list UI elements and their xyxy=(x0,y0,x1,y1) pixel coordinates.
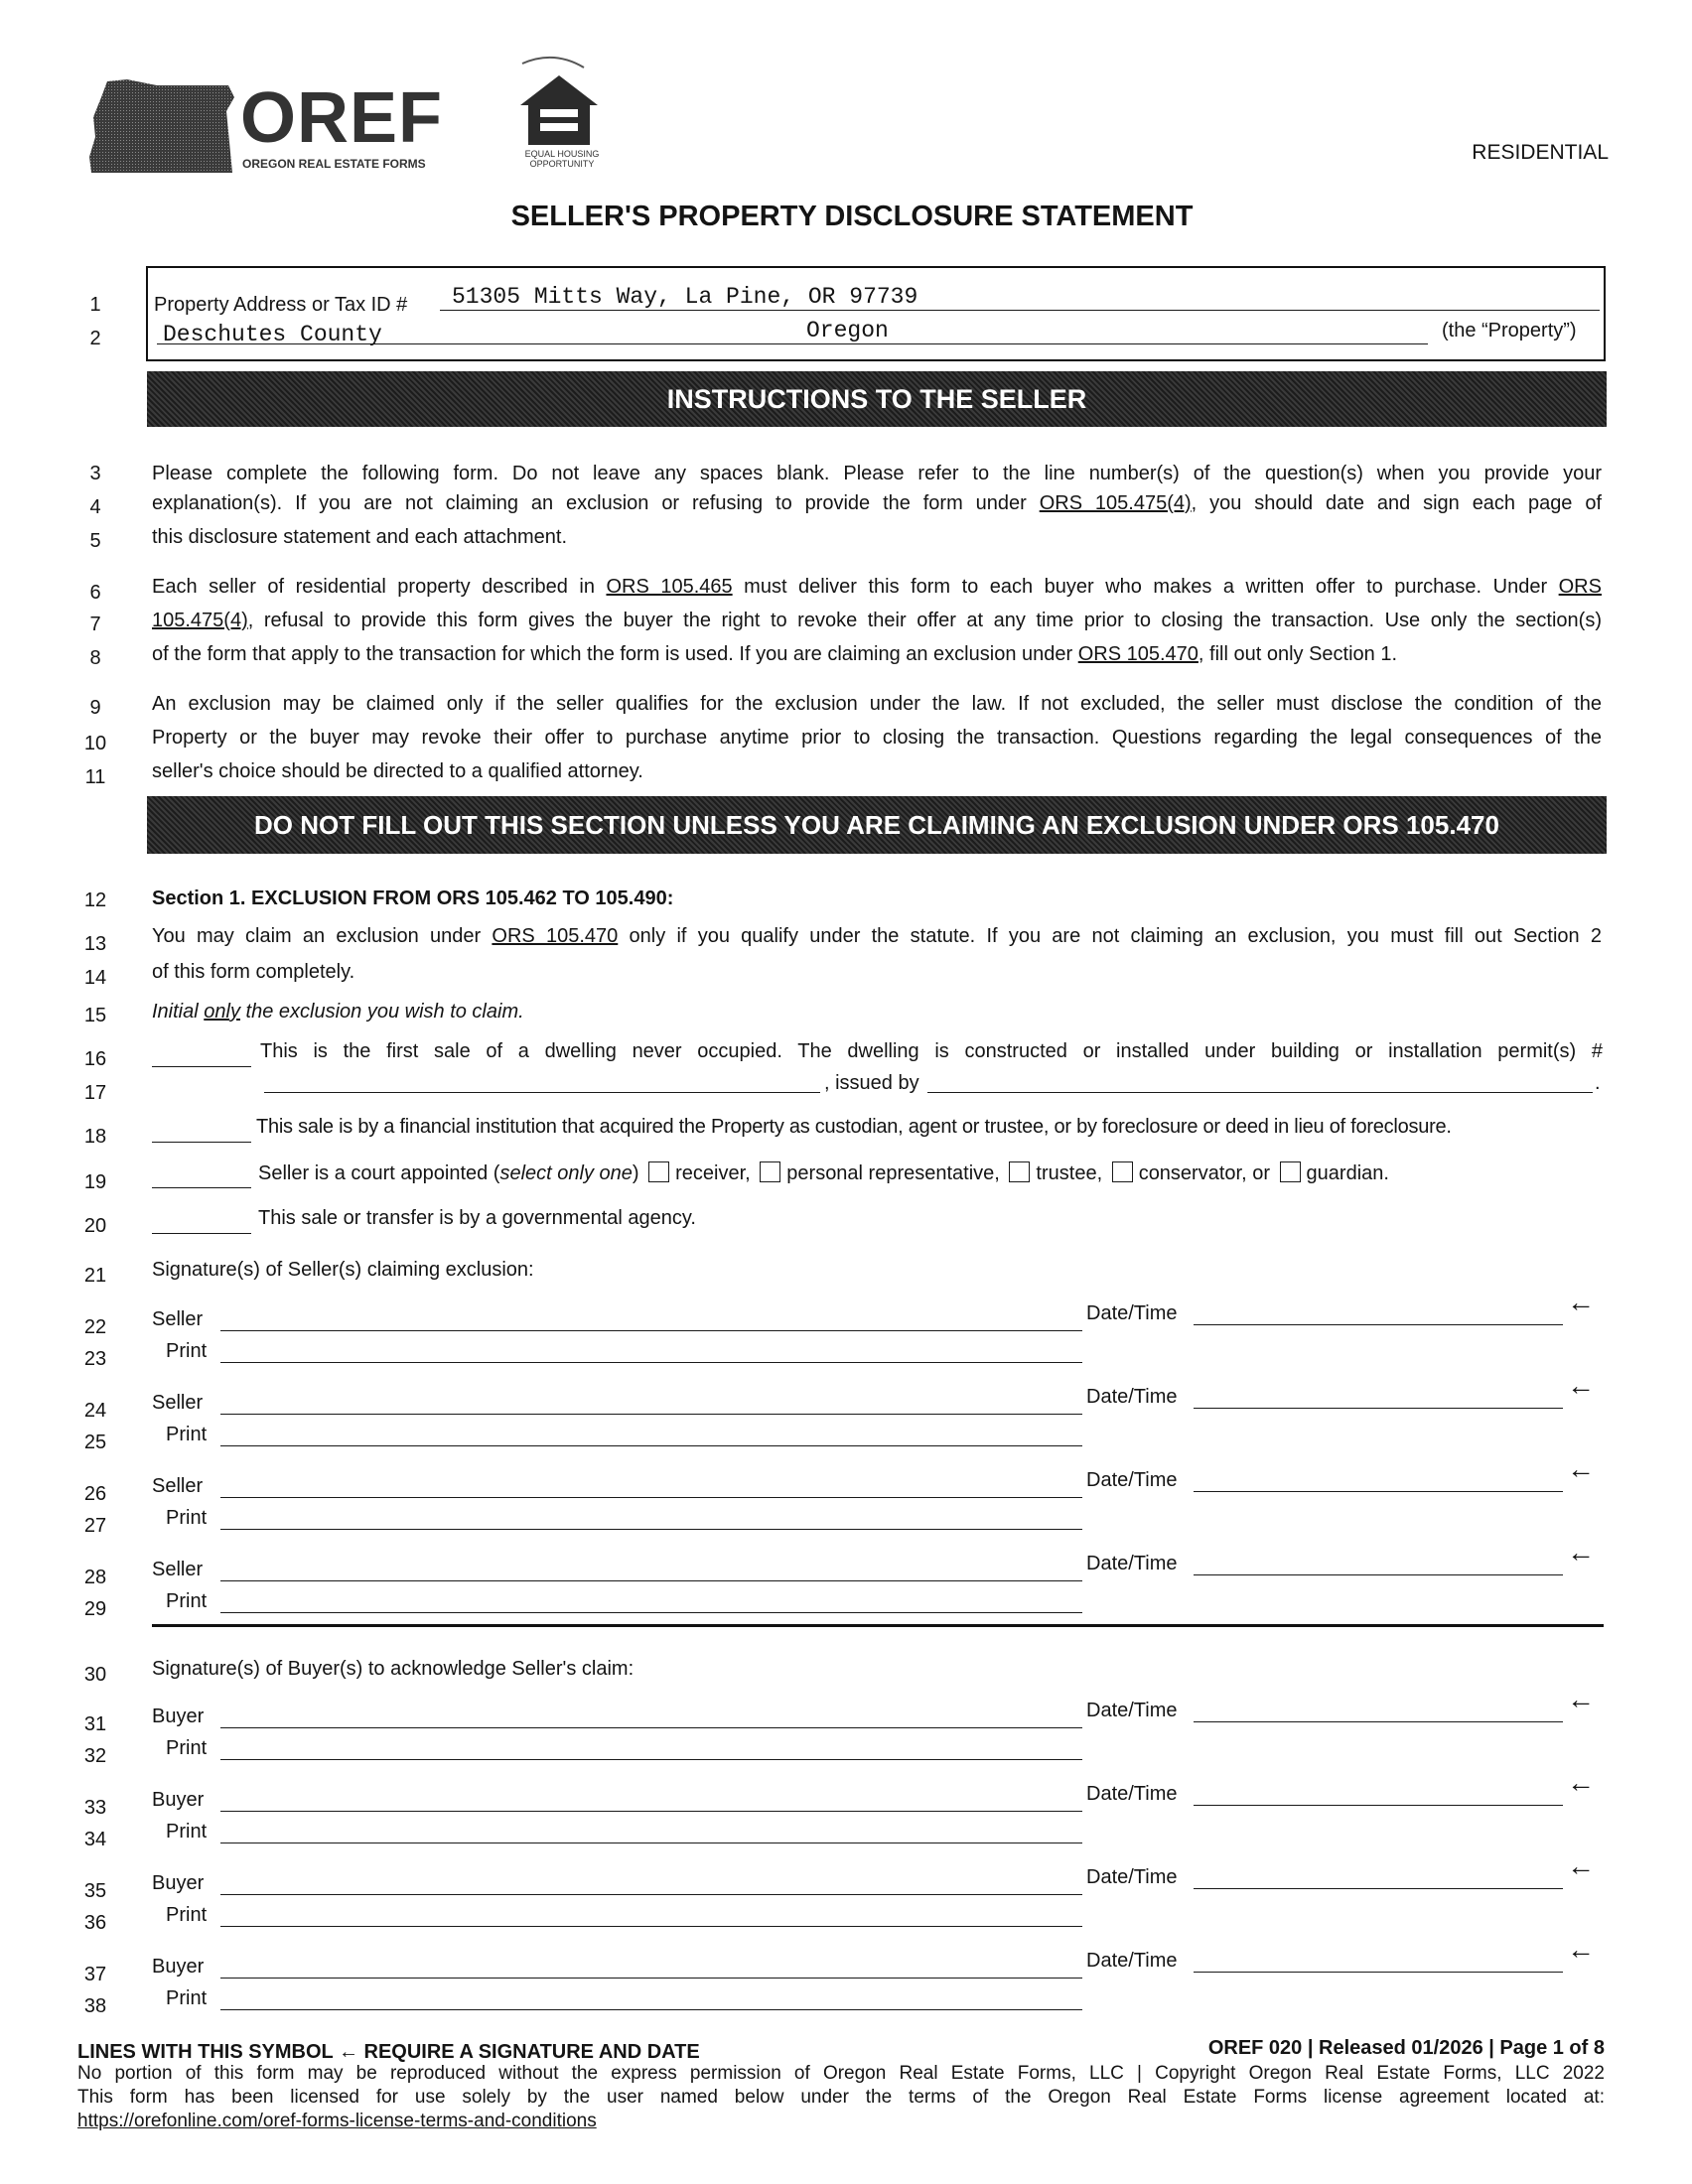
seller-signature-field[interactable] xyxy=(220,1497,1082,1498)
property-suffix: (the “Property”) xyxy=(1442,320,1577,341)
line-number: 26 xyxy=(83,1483,107,1505)
equal-housing-logo xyxy=(514,54,614,173)
ors-link[interactable]: ORS 105.470 xyxy=(492,925,619,947)
print-label: Print xyxy=(166,1904,208,1926)
section1-instruction: the exclusion you wish to claim. xyxy=(245,1001,524,1023)
section-divider xyxy=(152,1624,1604,1627)
option3-text: ) xyxy=(632,1162,639,1184)
checkbox-label: conservator, or xyxy=(1138,1162,1270,1184)
datetime-label: Date/Time xyxy=(1086,1302,1178,1324)
print-label: Print xyxy=(166,1987,208,2009)
line-number: 5 xyxy=(89,530,101,552)
buyer-datetime-field[interactable] xyxy=(1194,1972,1563,1973)
line-number: 10 xyxy=(83,733,107,754)
datetime-label: Date/Time xyxy=(1086,1469,1178,1491)
line-number: 9 xyxy=(89,697,101,719)
buyer-signature-field[interactable] xyxy=(220,1727,1082,1728)
print-label: Print xyxy=(166,1590,208,1612)
conservator-checkbox[interactable] xyxy=(1112,1161,1133,1182)
seller-datetime-field[interactable] xyxy=(1194,1491,1563,1492)
section1-text: of this form completely. xyxy=(152,961,355,983)
signature-arrow-icon: ← xyxy=(1567,1934,1595,1965)
line-number: 15 xyxy=(83,1005,107,1026)
line-number: 20 xyxy=(83,1215,107,1237)
signature-arrow-icon: ← xyxy=(1567,1767,1595,1798)
line-number: 19 xyxy=(83,1171,107,1193)
seller-signature-field[interactable] xyxy=(220,1580,1082,1581)
seller-print-field[interactable] xyxy=(220,1445,1082,1446)
line-number: 1 xyxy=(89,294,101,316)
seller-signature-field[interactable] xyxy=(220,1330,1082,1331)
seller-label: Seller xyxy=(152,1559,204,1580)
line-number: 36 xyxy=(83,1912,107,1934)
print-label: Print xyxy=(166,1737,208,1759)
logo-subtitle: OREGON REAL ESTATE FORMS xyxy=(242,157,426,171)
property-county-value: Deschutes County xyxy=(163,322,382,347)
buyer-label: Buyer xyxy=(152,1706,205,1727)
seller-datetime-field[interactable] xyxy=(1194,1408,1563,1409)
datetime-label: Date/Time xyxy=(1086,1950,1178,1972)
instruction-text: , you should date and sign each page of xyxy=(1191,492,1602,514)
property-label: Property Address or Tax ID # xyxy=(154,294,408,316)
buyer-print-field[interactable] xyxy=(220,1926,1082,1927)
equal-housing-icon xyxy=(514,54,604,153)
oregon-map-icon xyxy=(87,77,236,177)
line-number: 4 xyxy=(89,496,101,518)
exclusion-option-2: This sale is by a financial institution that acquired the Property as custodian, agent or trustee, or by foreclosure or deed in lieu of foreclosure. xyxy=(256,1116,1452,1138)
receiver-checkbox[interactable] xyxy=(648,1161,669,1182)
instruction-text: explanation(s). If you are not claiming an exclusion or refusing to provide the form under xyxy=(152,492,1027,514)
checkbox-label: trustee, xyxy=(1036,1162,1103,1184)
seller-signatures-heading: Signature(s) of Seller(s) claiming exclusion: xyxy=(152,1259,534,1281)
seller-datetime-field[interactable] xyxy=(1194,1324,1563,1325)
instruction-text: , refusal to provide this form gives the buyer the right to revoke their offer at any time prior to closing the transaction. Use only the section(s) xyxy=(247,610,1602,631)
line-number: 12 xyxy=(83,889,107,911)
buyer-signature-field[interactable] xyxy=(220,1978,1082,1979)
buyer-label: Buyer xyxy=(152,1872,205,1894)
instructions-banner: INSTRUCTIONS TO THE SELLER xyxy=(147,371,1607,427)
seller-datetime-field[interactable] xyxy=(1194,1574,1563,1575)
instruction-text: , fill out only Section 1. xyxy=(1198,643,1398,665)
line-number: 8 xyxy=(89,647,101,669)
line-number: 13 xyxy=(83,933,107,955)
line-number: 37 xyxy=(83,1964,107,1985)
line-number: 34 xyxy=(83,1829,107,1850)
line-number: 3 xyxy=(89,463,101,484)
oref-logo xyxy=(87,71,445,181)
datetime-label: Date/Time xyxy=(1086,1553,1178,1574)
section1-heading: Section 1. EXCLUSION FROM ORS 105.462 TO 105.490: xyxy=(152,887,674,909)
line-number: 35 xyxy=(83,1880,107,1902)
instruction-text xyxy=(152,574,1602,600)
section1-text xyxy=(152,923,1602,949)
signature-symbol-note: LINES WITH THIS SYMBOL ← REQUIRE A SIGNATURE AND DATE xyxy=(77,2041,700,2063)
section1-instruction: Initial xyxy=(152,1001,199,1023)
equal-housing-text: EQUAL HOUSING OPPORTUNITY xyxy=(524,149,600,169)
buyer-label: Buyer xyxy=(152,1956,205,1978)
buyer-datetime-field[interactable] xyxy=(1194,1721,1563,1722)
line-number: 22 xyxy=(83,1316,107,1338)
line-number: 27 xyxy=(83,1515,107,1537)
ors-link[interactable]: ORS xyxy=(1558,576,1602,598)
line-number: 33 xyxy=(83,1797,107,1819)
exclusion-banner: DO NOT FILL OUT THIS SECTION UNLESS YOU ARE CLAIMING AN EXCLUSION UNDER ORS 105.470 xyxy=(147,796,1607,854)
signature-arrow-icon: ← xyxy=(1567,1370,1595,1401)
line-number: 24 xyxy=(83,1400,107,1422)
instruction-text xyxy=(152,641,1602,667)
datetime-label: Date/Time xyxy=(1086,1783,1178,1805)
buyer-signatures-heading: Signature(s) of Buyer(s) to acknowledge Seller's claim: xyxy=(152,1658,634,1680)
exclusion-option-3 xyxy=(258,1161,1389,1185)
ors-link[interactable]: 105.475(4) xyxy=(152,610,248,631)
datetime-label: Date/Time xyxy=(1086,1866,1178,1888)
instruction-text: seller's choice should be directed to a qualified attorney. xyxy=(152,760,643,782)
logo-text: OREF xyxy=(240,78,444,158)
option3-text: Seller is a court appointed ( xyxy=(258,1162,500,1184)
property-address-field[interactable] xyxy=(440,310,1600,311)
form-id: OREF 020 | Released 01/2026 | Page 1 of 8 xyxy=(1207,2037,1605,2059)
seller-print-field[interactable] xyxy=(220,1612,1082,1613)
seller-print-field[interactable] xyxy=(220,1362,1082,1363)
instruction-text: Please complete the following form. Do not leave any spaces blank. Please refer to the line number(s) of the question(s) when you provide your xyxy=(152,463,1602,484)
checkbox-label: receiver, xyxy=(675,1162,751,1184)
datetime-label: Date/Time xyxy=(1086,1700,1178,1721)
section1-instruction xyxy=(152,999,1602,1024)
instruction-text: must deliver this form to each buyer who makes a written offer to purchase. Under xyxy=(744,576,1548,598)
buyer-datetime-field[interactable] xyxy=(1194,1888,1563,1889)
signature-arrow-icon: ← xyxy=(1567,1850,1595,1881)
print-label: Print xyxy=(166,1821,208,1843)
buyer-label: Buyer xyxy=(152,1789,205,1811)
section1-instruction: only xyxy=(204,1001,240,1023)
guardian-checkbox[interactable] xyxy=(1280,1161,1301,1182)
instruction-text: Property or the buyer may revoke their offer to purchase anytime prior to closing the transaction. Questions regarding the legal consequences of the xyxy=(152,727,1602,749)
issued-by-field[interactable] xyxy=(927,1092,1593,1093)
datetime-label: Date/Time xyxy=(1086,1386,1178,1408)
instruction-text: Each seller of residential property described in xyxy=(152,576,595,598)
form-category: RESIDENTIAL xyxy=(1472,141,1609,164)
ors-link[interactable]: ORS 105.475(4) xyxy=(1039,492,1192,514)
line-number: 23 xyxy=(83,1348,107,1370)
signature-arrow-icon: ← xyxy=(1567,1537,1595,1568)
seller-label: Seller xyxy=(152,1475,204,1497)
license-line: This form has been licensed for use solely by the user named below under the terms of the Oregon Real Estate Forms license agreement located at: xyxy=(77,2087,1605,2108)
line-number: 6 xyxy=(89,582,101,604)
property-address-value: 51305 Mitts Way, La Pine, OR 97739 xyxy=(452,284,918,310)
seller-print-field[interactable] xyxy=(220,1529,1082,1530)
page-title: SELLER'S PROPERTY DISCLOSURE STATEMENT xyxy=(510,201,1194,232)
exclusion-option-4: This sale or transfer is by a governmental agency. xyxy=(258,1207,696,1229)
line-number: 2 xyxy=(89,328,101,349)
instruction-text: An exclusion may be claimed only if the seller qualifies for the exclusion under the law. If not excluded, the seller must disclose the condition of the xyxy=(152,693,1602,715)
ors-link[interactable]: ORS 105.465 xyxy=(606,576,733,598)
initial-field-1[interactable] xyxy=(152,1066,251,1067)
copyright-line: No portion of this form may be reproduced without the express permission of Oregon Real Estate Forms, LLC | Copyright Oregon Real Estate Forms, LLC 2022 xyxy=(77,2063,1605,2084)
ors-link[interactable]: ORS 105.470 xyxy=(1077,643,1198,665)
initial-field-2[interactable] xyxy=(152,1142,251,1143)
checkbox-label: personal representative, xyxy=(786,1162,1000,1184)
checkbox-label: guardian. xyxy=(1306,1162,1389,1184)
instruction-text: of the form that apply to the transaction for which the form is used. If you are claiming an exclusion under xyxy=(152,643,1073,665)
line-number: 14 xyxy=(83,967,107,989)
print-label: Print xyxy=(166,1340,208,1362)
line-number: 17 xyxy=(83,1082,107,1104)
license-url-link[interactable]: https://orefonline.com/oref-forms-license-terms-and-conditions xyxy=(77,2111,597,2131)
buyer-signature-field[interactable] xyxy=(220,1894,1082,1895)
property-state-value: Oregon xyxy=(806,318,889,343)
initial-field-3[interactable] xyxy=(152,1187,251,1188)
section1-text: only if you qualify under the statute. If you are not claiming an exclusion, you must fill out Section 2 xyxy=(629,925,1603,947)
buyer-print-field[interactable] xyxy=(220,2009,1082,2010)
permit-number-field[interactable] xyxy=(264,1092,820,1093)
buyer-datetime-field[interactable] xyxy=(1194,1805,1563,1806)
trustee-checkbox[interactable] xyxy=(1009,1161,1030,1182)
initial-field-4[interactable] xyxy=(152,1233,251,1234)
signature-arrow-icon: ← xyxy=(1567,1287,1595,1317)
issued-by-label: , issued by xyxy=(824,1072,919,1094)
line-number: 7 xyxy=(89,614,101,635)
exclusion-option-1: This is the first sale of a dwelling never occupied. The dwelling is constructed or installed under building or installation permit(s) # xyxy=(260,1040,1603,1062)
seller-signature-field[interactable] xyxy=(220,1414,1082,1415)
line-number: 32 xyxy=(83,1745,107,1767)
line-number: 25 xyxy=(83,1432,107,1453)
line-number: 21 xyxy=(83,1265,107,1287)
buyer-print-field[interactable] xyxy=(220,1759,1082,1760)
line-number: 38 xyxy=(83,1995,107,2017)
instruction-text xyxy=(152,608,1602,633)
period: . xyxy=(1595,1072,1601,1094)
line-number: 28 xyxy=(83,1567,107,1588)
buyer-signature-field[interactable] xyxy=(220,1811,1082,1812)
signature-arrow-icon: ← xyxy=(1567,1684,1595,1714)
line-number: 16 xyxy=(83,1048,107,1070)
signature-arrow-icon: ← xyxy=(1567,1453,1595,1484)
personal-representative-checkbox[interactable] xyxy=(760,1161,780,1182)
print-label: Print xyxy=(166,1507,208,1529)
line-number: 18 xyxy=(83,1126,107,1148)
print-label: Print xyxy=(166,1424,208,1445)
line-number: 31 xyxy=(83,1713,107,1735)
option3-text: select only one xyxy=(499,1162,633,1184)
line-number: 29 xyxy=(83,1598,107,1620)
seller-label: Seller xyxy=(152,1308,204,1330)
seller-label: Seller xyxy=(152,1392,204,1414)
line-number: 30 xyxy=(83,1664,107,1686)
instruction-text: this disclosure statement and each attachment. xyxy=(152,526,568,548)
line-number: 11 xyxy=(84,766,106,788)
instruction-text xyxy=(152,490,1602,516)
section1-text: You may claim an exclusion under xyxy=(152,925,482,947)
